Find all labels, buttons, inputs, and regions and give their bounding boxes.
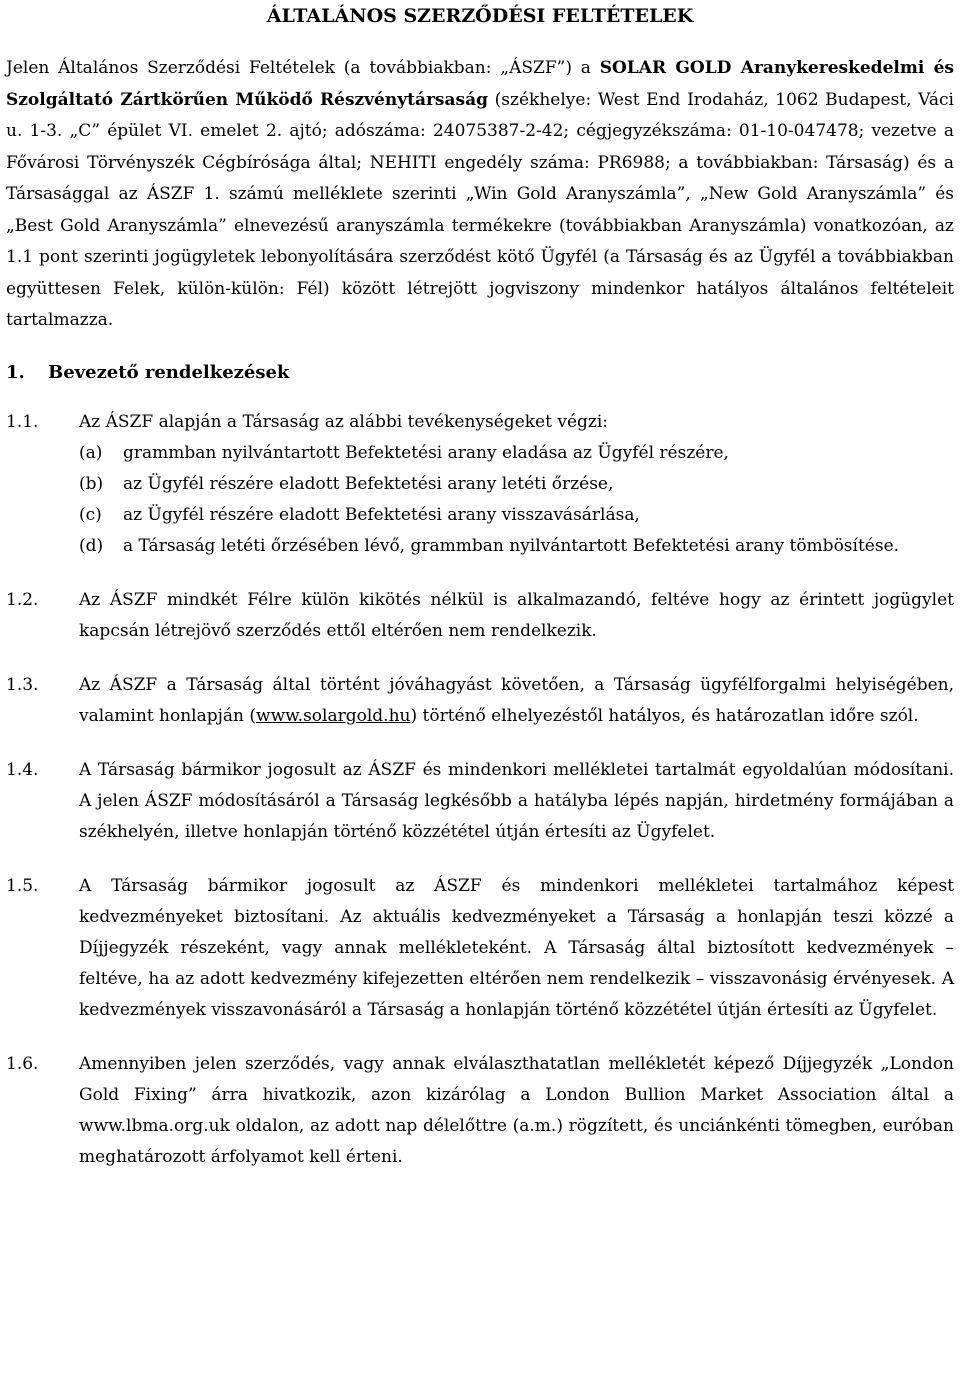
website-link[interactable]: www.solargold.hu (256, 705, 411, 726)
clause-number: 1.4. (6, 759, 39, 780)
clause-1-2 (6, 585, 954, 647)
clause-body: Amennyiben jelen szerződés, vagy annak elválaszthatatlan mellékletét képező Díjjegyzék „London Gold Fixing” árra hivatkozik, azon kizárólag a London Bullion Market Association által a www.lbma.org.uk oldalon, az adott nap délelőttre (a.m.) rögzített, és unciánkénti tömegben, euróban meghatározott árfolyamot kell érteni. (79, 1053, 954, 1167)
clause-text: Az ÁSZF alapján a Társaság az alábbi tevékenységeket végzi: (79, 411, 609, 432)
clause-number: 1.5. (6, 875, 39, 896)
clause-body (79, 670, 954, 732)
list-item (79, 531, 954, 562)
list-item-label: (d) (79, 535, 104, 556)
list-item (79, 500, 954, 531)
intro-paragraph (6, 53, 954, 337)
clause-1-5 (6, 871, 954, 1026)
clause-1-6 (6, 1049, 954, 1173)
clause-text-before-link: Az ÁSZF a Társaság által történt jóváhagyást követően, a Társaság ügyfélforgalmi helyiségében, valamint honlapján ( (79, 674, 954, 726)
clause-1-4 (6, 755, 954, 848)
clause-number: 1.3. (6, 674, 39, 695)
section-number: 1. (6, 361, 25, 383)
clause-text-after-link: ) történő elhelyezéstől hatályos, és határozatlan időre szól. (410, 705, 919, 726)
list-item-label: (c) (79, 504, 102, 525)
list-item-text: az Ügyfél részére eladott Befektetési arany letéti őrzése, (123, 473, 614, 494)
list-item (79, 438, 954, 469)
section-heading (6, 357, 954, 388)
list-item-label: (a) (79, 442, 103, 463)
clause-body: A Társaság bármikor jogosult az ÁSZF és mindenkori mellékletei tartalmát egyoldalúan módosítani. A jelen ÁSZF módosításáról a Társaság legkésőbb a hatályba lépés napján, hirdetmény formájában a székhelyén, illetve honlapján történő közzététel útján értesíti az Ügyfelet. (79, 759, 954, 842)
document-title: ÁLTALÁNOS SZERZŐDÉSI FELTÉTELEK (266, 5, 694, 27)
list-item-text: grammban nyilvántartott Befektetési arany eladása az Ügyfél részére, (123, 442, 729, 463)
clause-1-3 (6, 670, 954, 732)
list-item-label: (b) (79, 473, 104, 494)
clause-1-1 (6, 407, 954, 562)
company-name: SOLAR GOLD Aranykereskedelmi és Szolgáltató Zártkörűen Működő Részvénytársaság (6, 58, 955, 110)
section-title: Bevezető rendelkezések (48, 361, 290, 383)
clause-body: A Társaság bármikor jogosult az ÁSZF és mindenkori mellékletei tartalmához képest kedvezményeket biztosítani. Az aktuális kedvezményeket a Társaság a honlapján teszi közzé a Díjjegyzék részeként, vagy annak mellékleteként. A Társaság által biztosított kedvezmények – feltéve, ha az adott kedvezmény kifejezetten eltérően nem rendelkezik – visszavonásig érvényesek. A kedvezmények visszavonásáról a Társaság a honlapján történő közzététel útján értesíti az Ügyfelet. (79, 875, 954, 1020)
intro-text-start: Jelen Általános Szerződési Feltételek (a továbbiakban: „ÁSZF”) a (6, 58, 600, 78)
clause-body: Az ÁSZF mindkét Félre külön kikötés nélkül is alkalmazandó, feltéve hogy az érintett jogügylet kapcsán létrejövő szerződés ettől eltérően nem rendelkezik. (79, 589, 954, 641)
list-item-text: az Ügyfél részére eladott Befektetési arany visszavásárlása, (123, 504, 640, 525)
list-item (79, 469, 954, 500)
clause-number: 1.2. (6, 589, 39, 610)
clause-number: 1.6. (6, 1053, 39, 1074)
list-item-text: a Társaság letéti őrzésében lévő, grammban nyilvántartott Befektetési arany tömbösítése. (123, 535, 900, 556)
clause-number: 1.1. (6, 411, 39, 432)
clause-body (79, 407, 954, 562)
intro-text-rest: (székhelye: West End Irodaház, 1062 Budapest, Váci u. 1-3. „C” épület VI. emelet 2. ajtó; adószáma: 24075387-2-42; cégjegyzékszáma: 01-10-047478; vezetve a Fővárosi Törvényszék Cégbírósága által; NEHITI engedély száma: PR6988; a továbbiakban: Társaság) és a Társasággal az ÁSZF 1. számú melléklete szerinti „Win Gold Aranyszámla”, „New Gold Aranyszámla” és „Best Gold Aranyszámla” elnevezésű aranyszámla termékekre (továbbiakban Aranyszámla) vonatkozóan, az 1.1 pont szerinti jogügyletek lebonyolítására szerződést kötő Ügyfél (a Társaság és az Ügyfél a továbbiakban együttesen Felek, külön-külön: Fél) között létrejött jogviszony mindenkor hatályos általános feltételeit tartalmazza. (6, 89, 954, 330)
